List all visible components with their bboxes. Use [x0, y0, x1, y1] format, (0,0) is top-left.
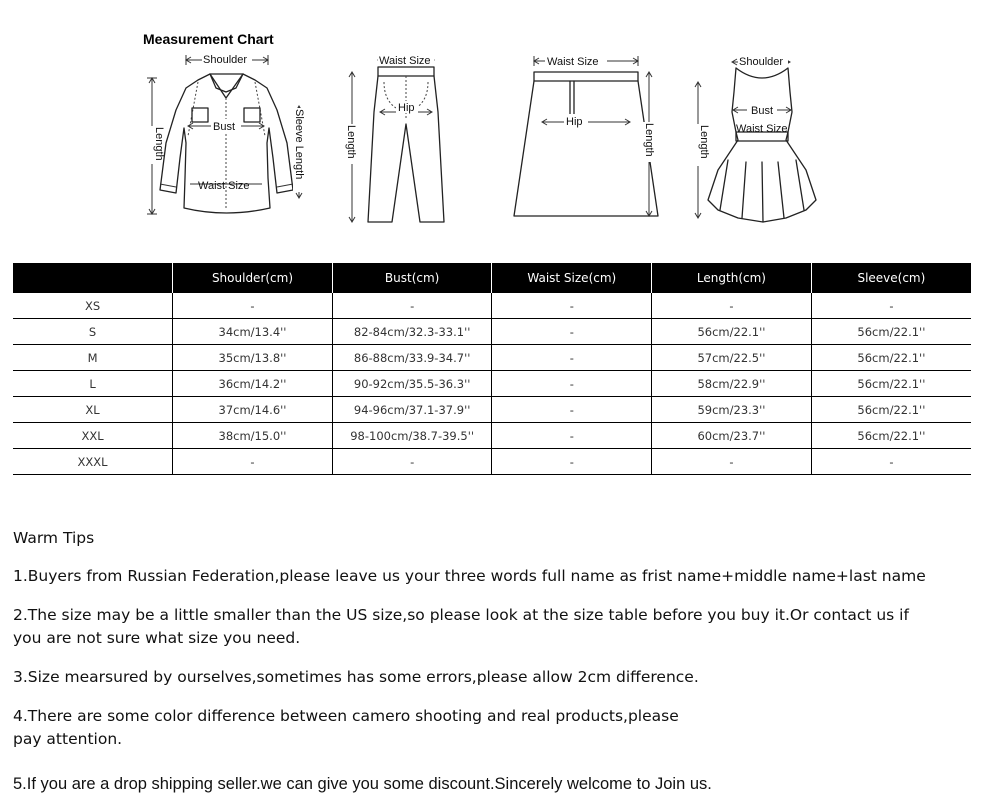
tip-1: 1.Buyers from Russian Federation,please leave us your three words full name as frist name+middle name+last name: [13, 567, 926, 585]
tip-5: 5.If you are a drop shipping seller.we can give you some discount.Sincerely welcome to Join us.: [13, 775, 712, 793]
tip-4-line-2: pay attention.: [13, 730, 123, 748]
table-cell: -: [173, 293, 333, 319]
table-row: [13, 293, 971, 319]
table-cell: 38cm/15.0'': [173, 423, 333, 449]
table-row: [13, 397, 971, 423]
header-shoulder: Shoulder(cm): [173, 263, 333, 293]
size-cell: XS: [13, 293, 173, 319]
table-cell: 34cm/13.4'': [173, 319, 333, 345]
bust-label-dress: Bust: [751, 105, 774, 117]
waist-size-label-pants: Waist Size: [379, 55, 431, 67]
table-cell: -: [652, 293, 812, 319]
warm-tips-heading: Warm Tips: [13, 529, 95, 547]
table-cell: 35cm/13.8'': [173, 345, 333, 371]
table-cell: 98-100cm/38.7-39.5'': [332, 423, 492, 449]
table-row: [13, 449, 971, 475]
header-length: Length(cm): [652, 263, 812, 293]
size-cell: S: [13, 319, 173, 345]
table-cell: 82-84cm/32.3-33.1'': [332, 319, 492, 345]
table-cell: 94-96cm/37.1-37.9'': [332, 397, 492, 423]
bust-label: Bust: [213, 121, 236, 133]
table-header-row: [13, 263, 971, 293]
header-waist-size: Waist Size(cm): [492, 263, 652, 293]
table-cell: 37cm/14.6'': [173, 397, 333, 423]
tip-3: 3.Size mearsured by ourselves,sometimes has some errors,please allow 2cm difference.: [13, 668, 699, 686]
pants-diagram: [340, 52, 450, 227]
table-cell: -: [811, 293, 971, 319]
sleeve-length-label: Sleeve Length: [293, 109, 305, 180]
table-cell: 56cm/22.1'': [811, 423, 971, 449]
length-label-skirt: Length: [643, 123, 655, 157]
table-cell: -: [492, 319, 652, 345]
table-cell: 56cm/22.1'': [652, 319, 812, 345]
table-row: [13, 371, 971, 397]
size-cell: XXXL: [13, 449, 173, 475]
table-cell: 86-88cm/33.9-34.7'': [332, 345, 492, 371]
table-cell: -: [492, 423, 652, 449]
table-cell: 36cm/14.2'': [173, 371, 333, 397]
hip-label-skirt: Hip: [566, 116, 583, 128]
table-row: [13, 319, 971, 345]
table-cell: 56cm/22.1'': [811, 397, 971, 423]
table-cell: -: [492, 345, 652, 371]
measurement-chart-title: Measurement Chart: [143, 31, 274, 47]
table-cell: 58cm/22.9'': [652, 371, 812, 397]
table-cell: -: [652, 449, 812, 475]
header-bust: Bust(cm): [332, 263, 492, 293]
table-cell: -: [332, 449, 492, 475]
skirt-diagram: [508, 52, 664, 222]
table-cell: -: [492, 293, 652, 319]
waist-size-label: Waist Size: [198, 180, 250, 192]
tip-2-line-2: you are not sure what size you need.: [13, 629, 301, 647]
size-cell: XL: [13, 397, 173, 423]
table-row: [13, 345, 971, 371]
waist-size-label-skirt: Waist Size: [547, 56, 599, 68]
table-cell: -: [811, 449, 971, 475]
length-label-dress: Length: [698, 125, 710, 159]
table-cell: -: [492, 397, 652, 423]
table-cell: 56cm/22.1'': [811, 345, 971, 371]
header-size: [13, 263, 173, 293]
header-sleeve: Sleeve(cm): [811, 263, 971, 293]
table-cell: 60cm/23.7'': [652, 423, 812, 449]
table-cell: 59cm/23.3'': [652, 397, 812, 423]
hip-label-pants: Hip: [398, 102, 415, 114]
table-cell: 56cm/22.1'': [811, 319, 971, 345]
table-cell: 90-92cm/35.5-36.3'': [332, 371, 492, 397]
size-cell: M: [13, 345, 173, 371]
shoulder-label: Shoulder: [203, 54, 248, 66]
shoulder-label-dress: Shoulder: [739, 56, 784, 68]
tip-2-line-1: 2.The size may be a little smaller than the US size,so please look at the size table before you buy it.Or contact us if: [13, 606, 909, 624]
table-cell: 57cm/22.5'': [652, 345, 812, 371]
size-cell: XXL: [13, 423, 173, 449]
shirt-diagram: [140, 48, 312, 220]
table-cell: -: [492, 371, 652, 397]
size-cell: L: [13, 371, 173, 397]
table-cell: -: [492, 449, 652, 475]
table-cell: -: [173, 449, 333, 475]
table-cell: -: [332, 293, 492, 319]
length-label: Length: [153, 127, 165, 161]
size-table: [13, 263, 971, 475]
dress-diagram: [688, 52, 828, 224]
tip-4-line-1: 4.There are some color difference between camero shooting and real products,please: [13, 707, 679, 725]
length-label-pants: Length: [345, 125, 357, 159]
table-row: [13, 423, 971, 449]
table-cell: 56cm/22.1'': [811, 371, 971, 397]
waist-size-label-dress: Waist Size: [736, 123, 788, 135]
